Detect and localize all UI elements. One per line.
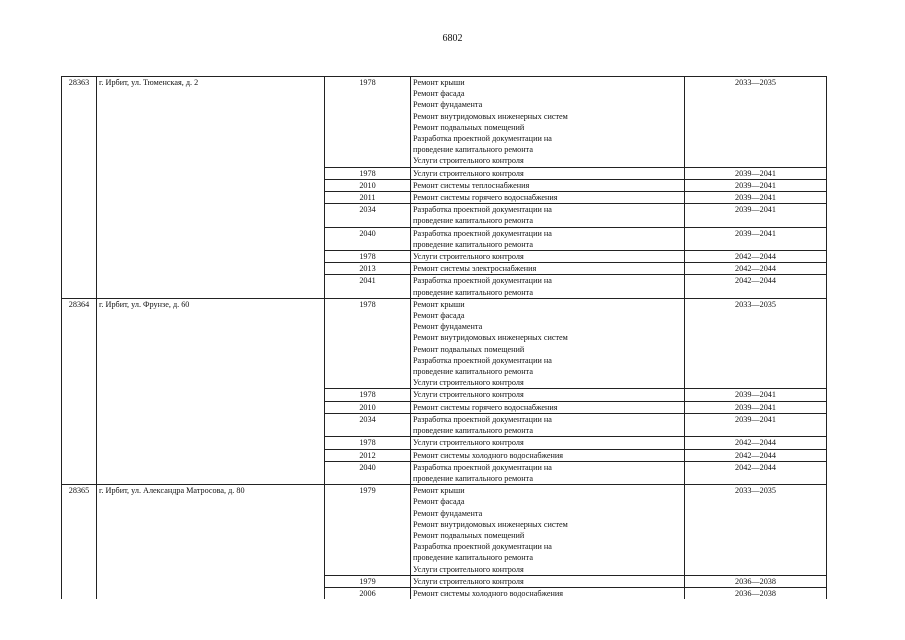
work-type-line: проведение капитального ремонта [413, 473, 533, 483]
work-type-cell [411, 192, 685, 204]
work-type-cell [411, 587, 685, 599]
work-type-line: Ремонт системы горячего водоснабжения [413, 193, 558, 203]
work-type-cell [411, 298, 685, 389]
year-cell: 1978 [325, 389, 411, 401]
work-type-cell [411, 485, 685, 576]
period-cell: 2036—2038 [685, 587, 827, 599]
work-type-line: Ремонт фасада [413, 89, 465, 99]
work-type-line: Ремонт подвальных помещений [413, 122, 525, 132]
year-cell: 2040 [325, 461, 411, 484]
work-type-line: Услуги строительного контроля [413, 252, 524, 262]
work-type-line: Ремонт крыши [413, 486, 465, 496]
work-type-line: Услуги строительного контроля [413, 168, 524, 178]
work-type-line: проведение капитального ремонта [413, 216, 533, 226]
work-type-line: проведение капитального ремонта [413, 553, 533, 563]
work-type-line: проведение капитального ремонта [413, 239, 533, 249]
work-type-cell [411, 167, 685, 179]
table-row [62, 485, 827, 576]
work-type-cell [411, 413, 685, 436]
period-cell: 2036—2038 [685, 575, 827, 587]
work-type-line: Услуги строительного контроля [413, 378, 524, 388]
work-type-line: Разработка проектной документации на [413, 134, 552, 144]
work-type-line: Ремонт фундамента [413, 322, 483, 332]
work-type-line: Ремонт внутридомовых инженерных систем [413, 111, 568, 121]
work-type-line: Ремонт подвальных помещений [413, 530, 525, 540]
work-type-line: проведение капитального ремонта [413, 426, 533, 436]
work-type-line: Ремонт фасада [413, 311, 465, 321]
work-type-line: Ремонт крыши [413, 299, 465, 309]
work-type-cell [411, 389, 685, 401]
year-cell: 1978 [325, 298, 411, 389]
year-cell: 2013 [325, 263, 411, 275]
work-type-cell [411, 179, 685, 191]
address-cell: г. Ирбит, ул. Фрунзе, д. 60 [97, 298, 325, 484]
year-cell: 2034 [325, 204, 411, 227]
work-type-line: Разработка проектной документации на [413, 462, 552, 472]
year-cell: 2011 [325, 192, 411, 204]
work-type-line: Услуги строительного контроля [413, 564, 524, 574]
work-type-line: Ремонт крыши [413, 78, 465, 87]
year-cell: 2012 [325, 449, 411, 461]
house-id-cell: 28363 [62, 77, 97, 299]
year-cell: 2010 [325, 179, 411, 191]
address-cell: г. Ирбит, ул. Тюменская, д. 2 [97, 77, 325, 299]
work-type-line: Услуги строительного контроля [413, 438, 524, 448]
address-cell: г. Ирбит, ул. Александра Матросова, д. 80 [97, 485, 325, 600]
year-cell: 1979 [325, 575, 411, 587]
work-type-line: Разработка проектной документации на [413, 228, 552, 238]
work-type-line: Ремонт системы электроснабжения [413, 264, 537, 274]
page-number: 6802 [442, 33, 463, 44]
period-cell: 2039—2041 [685, 179, 827, 191]
work-type-line: Разработка проектной документации на [413, 205, 552, 215]
period-cell: 2039—2041 [685, 227, 827, 250]
period-cell: 2042—2044 [685, 461, 827, 484]
period-cell: 2033—2035 [685, 298, 827, 389]
year-cell: 2041 [325, 275, 411, 298]
period-cell: 2042—2044 [685, 437, 827, 449]
year-cell: 2040 [325, 227, 411, 250]
work-type-line: Услуги строительного контроля [413, 576, 524, 586]
work-type-line: Ремонт фасада [413, 497, 465, 507]
year-cell: 1978 [325, 251, 411, 263]
period-cell: 2042—2044 [685, 275, 827, 298]
work-type-line: Ремонт фундамента [413, 508, 483, 518]
work-type-cell [411, 77, 685, 168]
work-type-cell [411, 449, 685, 461]
year-cell: 1979 [325, 485, 411, 576]
work-type-line: Разработка проектной документации на [413, 542, 552, 552]
period-cell: 2042—2044 [685, 251, 827, 263]
period-cell: 2033—2035 [685, 485, 827, 576]
work-type-line: Ремонт системы холодного водоснабжения [413, 450, 564, 460]
work-type-cell [411, 275, 685, 298]
period-cell: 2039—2041 [685, 401, 827, 413]
period-cell: 2039—2041 [685, 389, 827, 401]
work-type-line: Ремонт фундамента [413, 100, 483, 110]
work-type-cell [411, 401, 685, 413]
work-type-line: Разработка проектной документации на [413, 276, 552, 286]
work-type-line: Разработка проектной документации на [413, 355, 552, 365]
work-type-cell [411, 204, 685, 227]
work-type-cell [411, 251, 685, 263]
work-type-cell [411, 227, 685, 250]
work-type-line: Ремонт внутридомовых инженерных систем [413, 519, 568, 529]
house-id-cell: 28365 [62, 485, 97, 600]
repair-schedule-body [62, 77, 827, 600]
period-cell: 2039—2041 [685, 192, 827, 204]
work-type-line: Ремонт внутридомовых инженерных систем [413, 333, 568, 343]
period-cell: 2039—2041 [685, 167, 827, 179]
work-type-line: проведение капитального ремонта [413, 367, 533, 377]
repair-schedule-table [61, 76, 827, 599]
work-type-line: Ремонт системы холодного водоснабжения [413, 588, 564, 598]
year-cell: 1978 [325, 167, 411, 179]
work-type-line: Услуги строительного контроля [413, 390, 524, 400]
period-cell: 2039—2041 [685, 413, 827, 436]
work-type-line: проведение капитального ремонта [413, 145, 533, 155]
work-type-line: Ремонт системы теплоснабжения [413, 180, 530, 190]
work-type-line: Ремонт подвальных помещений [413, 344, 525, 354]
year-cell: 1978 [325, 77, 411, 168]
period-cell: 2033—2035 [685, 77, 827, 168]
work-type-line: Услуги строительного контроля [413, 156, 524, 166]
year-cell: 2010 [325, 401, 411, 413]
period-cell: 2039—2041 [685, 204, 827, 227]
work-type-cell [411, 575, 685, 587]
year-cell: 1978 [325, 437, 411, 449]
year-cell: 2034 [325, 413, 411, 436]
work-type-cell [411, 461, 685, 484]
table-row [62, 77, 827, 168]
work-type-cell [411, 263, 685, 275]
work-type-line: Ремонт системы горячего водоснабжения [413, 402, 558, 412]
period-cell: 2042—2044 [685, 263, 827, 275]
year-cell: 2006 [325, 587, 411, 599]
work-type-line: Разработка проектной документации на [413, 414, 552, 424]
work-type-line: проведение капитального ремонта [413, 287, 533, 297]
table-row [62, 298, 827, 389]
work-type-cell [411, 437, 685, 449]
period-cell: 2042—2044 [685, 449, 827, 461]
house-id-cell: 28364 [62, 298, 97, 484]
